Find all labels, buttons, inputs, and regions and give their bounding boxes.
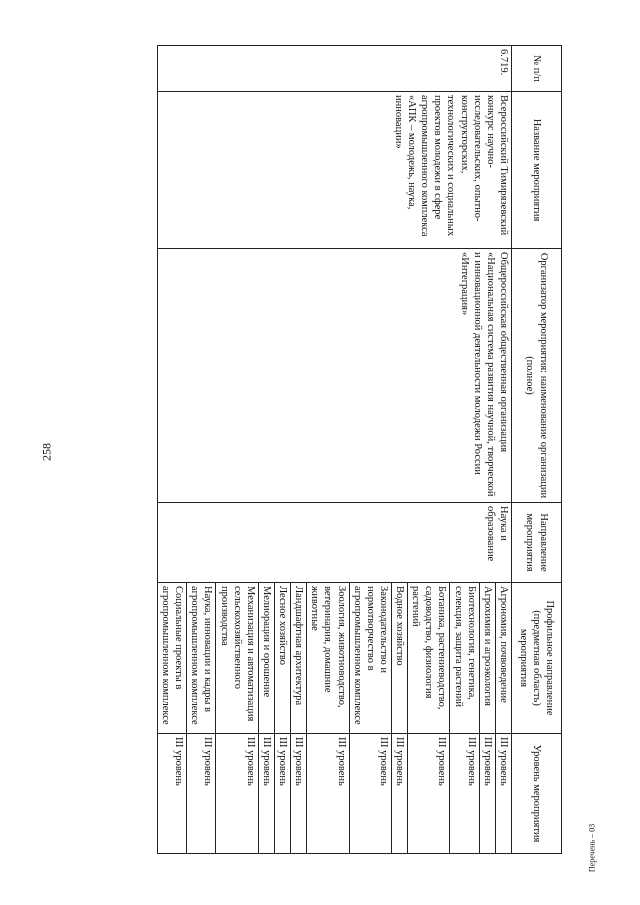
profile-cell: Агрономия, почвоведение <box>495 583 511 734</box>
header-name: Название мероприятия <box>512 92 562 249</box>
event-name: Всероссийский Тимирязевский конкурс научно-исследовательских, опытно-конструкторских, технологических и социальных проектов молодежи в сфере агропромышленного комплекса «АПК – молодежь, наука, инновации» <box>158 92 512 249</box>
level-cell: III уровень <box>258 734 274 854</box>
header-num: № п/п <box>512 46 562 92</box>
profile-cell: Биотехнология, генетика, селекция, защита растений <box>450 583 479 734</box>
profile-cell: Ландшафтная архитектура <box>291 583 307 734</box>
events-table <box>157 45 562 854</box>
level-cell: III уровень <box>216 734 258 854</box>
event-number: 6.719. <box>158 46 512 92</box>
level-cell: III уровень <box>291 734 307 854</box>
profile-cell: Законодательство и нормотворчество в агропромышленном комплексе <box>349 583 391 734</box>
table-header-row <box>512 46 562 854</box>
header-organizer: Организатор мероприятия: наименование организации (полное) <box>512 249 562 503</box>
event-organizer: Общероссийская общественная организация «Национальная система развития научной, творческой и инновационной деятельности молодежи России «Интеграция» <box>158 249 512 503</box>
profile-cell: Ботаника, растениеводство, садоводство, физиология растений <box>408 583 450 734</box>
level-cell: III уровень <box>450 734 479 854</box>
profile-cell: Зоология, животноводство, ветеринария, домашние животные <box>307 583 349 734</box>
level-cell: III уровень <box>479 734 495 854</box>
level-cell: III уровень <box>275 734 291 854</box>
profile-cell: Социальные проекты в агропромышленном комплексе <box>158 583 187 734</box>
profile-cell: Механизация и автоматизация сельскохозяйственного производства <box>216 583 258 734</box>
level-cell: III уровень <box>495 734 511 854</box>
profile-cell: Мелиорация и орошение <box>258 583 274 734</box>
profile-cell: Водное хозяйство <box>392 583 408 734</box>
page-number: 258 <box>39 443 54 461</box>
table-row <box>495 46 511 854</box>
footer-code: Перечень – 03 <box>587 823 597 873</box>
level-cell: III уровень <box>158 734 187 854</box>
level-cell: III уровень <box>392 734 408 854</box>
level-cell: III уровень <box>349 734 391 854</box>
header-profile: Профильное направление (предметная область) мероприятия <box>512 583 562 734</box>
level-cell: III уровень <box>307 734 349 854</box>
header-level: Уровень мероприятия <box>512 734 562 854</box>
header-direction: Направление мероприятия <box>512 503 562 583</box>
profile-cell: Наука, инновации и кадры в агропромышленном комплексе <box>187 583 216 734</box>
profile-cell: Лесное хозяйство <box>275 583 291 734</box>
level-cell: III уровень <box>187 734 216 854</box>
event-direction: Наука и образование <box>158 503 512 583</box>
profile-cell: Агрохимия и агроэкология <box>479 583 495 734</box>
level-cell: III уровень <box>408 734 450 854</box>
rotated-table-container <box>82 45 562 853</box>
